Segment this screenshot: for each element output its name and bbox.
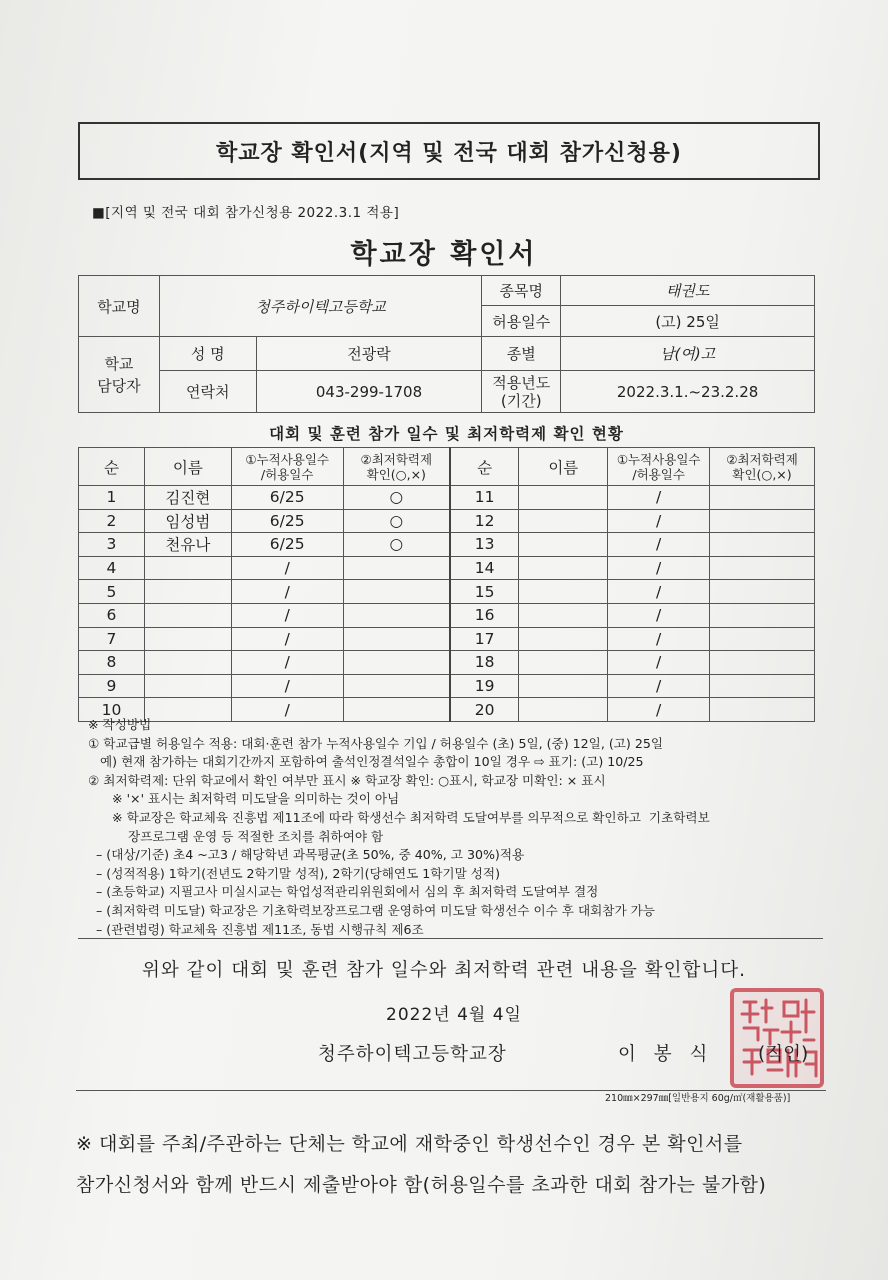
name-value: 전광락 <box>256 337 482 371</box>
note-line: ② 최저학력제: 단위 학교에서 확인 여부만 표시 ※ 학교장 확인: ○표시, 학교장 미확인: × 표시 <box>88 772 606 788</box>
gender-label: 종별 <box>482 337 561 371</box>
academic-check: ○ <box>343 533 450 557</box>
gender-value: 남(여)고 <box>561 337 815 371</box>
days-used: / <box>608 651 710 675</box>
school-value: 청주하이텍고등학교 <box>159 276 481 337</box>
days-used: 6/25 <box>231 533 343 557</box>
row-number: 8 <box>79 651 145 675</box>
allowed-label: 허용일수 <box>482 306 561 337</box>
row-number: 18 <box>450 651 519 675</box>
table-row <box>79 603 815 627</box>
academic-check <box>343 603 450 627</box>
academic-check <box>343 674 450 698</box>
row-number: 7 <box>79 627 145 651</box>
days-used: / <box>608 556 710 580</box>
school-label: 학교명 <box>79 276 160 337</box>
row-number: 11 <box>450 486 519 510</box>
days-used: / <box>231 674 343 698</box>
student-name <box>519 556 608 580</box>
note-line: ※ 학교장은 학교체육 진흥법 제11조에 따라 학생선수 최저학력 도달여부를 의무적으로 확인하고 기초학력보 <box>88 809 710 825</box>
note-line: – (성적적용) 1학기(전년도 2학기말 성적), 2학기(당해연도 1학기말 성적) <box>88 865 500 881</box>
divider <box>78 938 823 939</box>
row-number: 5 <box>79 580 145 604</box>
academic-check <box>710 580 815 604</box>
academic-check <box>710 509 815 533</box>
academic-check <box>710 603 815 627</box>
header-days: ①누적사용일수 /허용일수 <box>608 448 710 486</box>
note-line: – (대상/기준) 초4 ~고3 / 해당학년 과목평균(초 50%, 중 40%, 고 30%)적용 <box>88 847 525 863</box>
student-name: 임성범 <box>144 509 231 533</box>
sport-value: 태권도 <box>561 276 815 306</box>
student-name: 김진현 <box>144 486 231 510</box>
student-name <box>519 486 608 510</box>
table-row <box>79 486 815 510</box>
contact-label: 연락처 <box>159 371 256 413</box>
academic-check <box>710 486 815 510</box>
header-check: ②최저학력제 확인(○,×) <box>343 448 450 486</box>
days-used: / <box>608 603 710 627</box>
table-row <box>79 674 815 698</box>
row-number: 6 <box>79 603 145 627</box>
row-number: 10 <box>79 698 145 722</box>
seal-glyphs-icon <box>734 992 820 1084</box>
notes <box>88 716 818 939</box>
header-order: 순 <box>450 448 519 486</box>
days-used: / <box>608 509 710 533</box>
days-used: / <box>608 627 710 651</box>
days-used: / <box>231 627 343 651</box>
period-value: 2022.3.1.~23.2.28 <box>561 371 815 413</box>
table-row <box>79 580 815 604</box>
days-used: 6/25 <box>231 486 343 510</box>
header-order: 순 <box>79 448 145 486</box>
student-name: 천유나 <box>144 533 231 557</box>
academic-check <box>710 674 815 698</box>
student-name <box>519 674 608 698</box>
academic-check <box>710 651 815 675</box>
status-title: 대회 및 훈련 참가 일수 및 최저학력제 확인 현황 <box>269 425 624 443</box>
row-number: 14 <box>450 556 519 580</box>
academic-check <box>343 627 450 651</box>
student-name <box>519 651 608 675</box>
academic-check <box>343 580 450 604</box>
row-number: 13 <box>450 533 519 557</box>
student-name <box>144 556 231 580</box>
contact-value: 043-299-1708 <box>256 371 482 413</box>
academic-check <box>710 556 815 580</box>
row-number: 1 <box>79 486 145 510</box>
days-used: / <box>231 580 343 604</box>
row-number: 20 <box>450 698 519 722</box>
note-line: – (최저학력 미도달) 학교장은 기초학력보장프로그램 운영하여 미도달 학생선수 이수 후 대회참가 가능 <box>88 902 655 918</box>
academic-check <box>710 533 815 557</box>
header-name: 이름 <box>519 448 608 486</box>
days-used: / <box>608 486 710 510</box>
student-name <box>144 651 231 675</box>
student-name <box>519 509 608 533</box>
days-used: / <box>608 533 710 557</box>
school-sign: 청주하이텍고등학교장 <box>318 1044 507 1065</box>
header-name: 이름 <box>144 448 231 486</box>
student-name <box>519 603 608 627</box>
student-name <box>519 533 608 557</box>
days-used: / <box>231 698 343 722</box>
days-used: 6/25 <box>231 509 343 533</box>
table-row <box>79 533 815 557</box>
student-name <box>144 627 231 651</box>
days-used: / <box>231 556 343 580</box>
days-used: / <box>608 674 710 698</box>
row-number: 3 <box>79 533 145 557</box>
row-number: 2 <box>79 509 145 533</box>
paper-spec: 210㎜×297㎜[일반용지 60g/㎡(재활용품)] <box>605 1093 791 1104</box>
table-row <box>79 651 815 675</box>
header-title: 학교장 확인서(지역 및 전국 대회 참가신청용) <box>78 122 820 180</box>
bottom-note <box>76 1124 856 1206</box>
academic-check: ○ <box>343 509 450 533</box>
student-name <box>144 580 231 604</box>
days-used: / <box>608 580 710 604</box>
note-line: – (관련법령) 학교체육 진흥법 제11조, 동법 시행규칙 제6조 <box>88 921 424 937</box>
manager-label: 학교 담당자 <box>79 337 160 413</box>
days-used: / <box>231 603 343 627</box>
student-name <box>519 627 608 651</box>
note-line: ※ '×' 표시는 최저학력 미도달을 의미하는 것이 아님 <box>88 791 400 807</box>
note-line: – (초등학교) 지필고사 미실시교는 학업성적관리위원회에서 심의 후 최저학력 도달여부 결정 <box>88 884 599 900</box>
academic-check: ○ <box>343 486 450 510</box>
bottom-note-line: ※ 대회를 주최/주관하는 단체는 학교에 재학중인 학생선수인 경우 본 확인서를 <box>76 1133 743 1155</box>
days-used: / <box>231 651 343 675</box>
row-number: 17 <box>450 627 519 651</box>
sport-label: 종목명 <box>482 276 561 306</box>
row-number: 12 <box>450 509 519 533</box>
header-days: ①누적사용일수 /허용일수 <box>231 448 343 486</box>
table-row <box>79 627 815 651</box>
allowed-value: (고) 25일 <box>561 306 815 337</box>
status-table <box>78 447 815 722</box>
note-line: ※ 작성방법 <box>88 717 152 732</box>
form-title: 학교장 확인서 <box>350 239 538 270</box>
info-table <box>78 275 815 413</box>
student-name <box>144 603 231 627</box>
bottom-note-line: 참가신청서와 함께 반드시 제출받아야 함(허용일수를 초과한 대회 참가는 불가함) <box>76 1174 767 1196</box>
period-label: 적용년도 (기간) <box>482 371 561 413</box>
academic-check <box>343 556 450 580</box>
principal-name: 이 봉 식 <box>618 1044 714 1065</box>
table-row <box>79 509 815 533</box>
name-label: 성 명 <box>159 337 256 371</box>
student-name <box>144 674 231 698</box>
row-number: 9 <box>79 674 145 698</box>
date-text: 2022년 4월 4일 <box>386 1005 522 1025</box>
official-seal <box>730 988 824 1088</box>
row-number: 16 <box>450 603 519 627</box>
form-note: ■[지역 및 전국 대회 참가신청용 2022.3.1 적용] <box>92 205 400 221</box>
row-number: 4 <box>79 556 145 580</box>
confirm-text: 위와 같이 대회 및 훈련 참가 일수와 최저학력 관련 내용을 확인합니다. <box>141 960 747 981</box>
days-used: / <box>608 698 710 722</box>
seal-label: (직인) <box>758 1044 809 1065</box>
student-name <box>519 580 608 604</box>
academic-check <box>710 627 815 651</box>
note-line: 예) 현재 참가하는 대회기간까지 포함하여 출석인정결석일수 총합이 10일 경우 ⇨ 표기: (고) 10/25 <box>88 754 644 770</box>
academic-check <box>343 651 450 675</box>
note-line: ① 학교급별 허용일수 적용: 대회·훈련 참가 누적사용일수 기입 / 허용일수 (초) 5일, (중) 12일, (고) 25일 <box>88 735 664 751</box>
row-number: 15 <box>450 580 519 604</box>
header-check: ②최저학력제 확인(○,×) <box>710 448 815 486</box>
note-line: 장프로그램 운영 등 적절한 조치를 취하여야 함 <box>88 828 384 844</box>
row-number: 19 <box>450 674 519 698</box>
table-row <box>79 556 815 580</box>
